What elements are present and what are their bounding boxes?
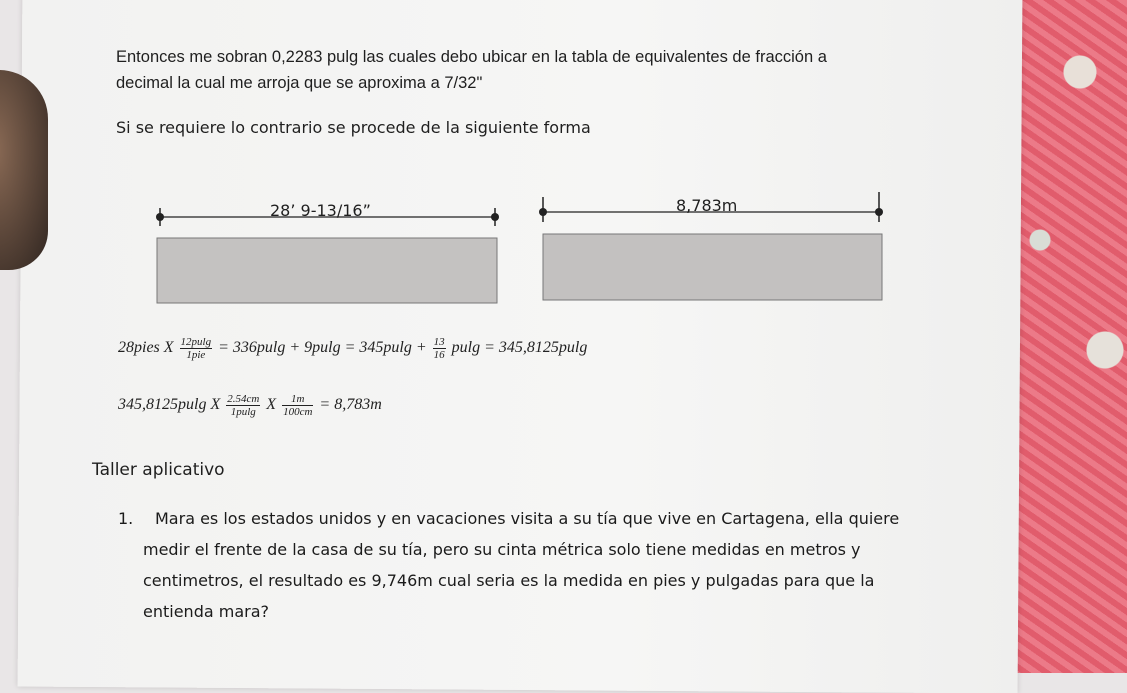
equation-2 [118, 393, 382, 418]
diagram-right-label: 8,783m [676, 196, 738, 215]
eq1-f2-numerator: 13 [433, 336, 445, 348]
eq2-f1-numerator: 2.54cm [227, 393, 260, 405]
eq2-f2-numerator: 1m [282, 393, 313, 406]
eq1-part-b: = 336pulg + 9pulg = 345pulg + [218, 339, 427, 357]
eq1-part-a: 28pies X [118, 339, 174, 357]
eq2-part-b: X [266, 396, 277, 414]
eq1-f2-denominator: 16 [433, 349, 445, 361]
paragraph1-line1: Entonces me sobran 0,2283 pulg las cuales debo ubicar en la tabla de equivalentes de fracción a [116, 48, 827, 66]
equation-1 [118, 336, 587, 361]
question-line-2: medir el frente de la casa de su tía, pero su cinta métrica solo tiene medidas en metros y [143, 540, 861, 559]
eq2-part-a: 345,8125pulg X [118, 396, 221, 414]
eq1-fraction-2 [433, 336, 446, 361]
eq1-part-c: pulg = 345,8125pulg [451, 339, 588, 357]
section-title: Taller aplicativo [92, 460, 225, 480]
question-number: 1. [118, 509, 134, 528]
eq1-f1-denominator: 1pie [186, 349, 206, 361]
eq2-fraction-1 [226, 393, 260, 418]
eq2-f2-denominator: 100cm [283, 406, 313, 418]
eq1-fraction-1 [180, 336, 213, 361]
paragraph1-line2: decimal la cual me arroja que se aproxima a 7/32" [116, 74, 483, 92]
question-line-3: centimetros, el resultado es 9,746m cual seria es la medida en pies y pulgadas para que la [143, 571, 875, 590]
paragraph2: Si se requiere lo contrario se procede de la siguiente forma [116, 118, 591, 137]
eq2-fraction-2 [282, 393, 313, 418]
question-line-1: Mara es los estados unidos y en vacaciones visita a su tía que vive en Cartagena, ella quiere [155, 509, 900, 528]
diagram-left-label: 28’ 9-13/16” [270, 201, 371, 220]
eq2-part-c: = 8,783m [319, 396, 382, 414]
eq2-f1-denominator: 1pulg [230, 406, 256, 418]
eq1-f1-numerator: 12pulg [180, 336, 212, 348]
question-line-4: entienda mara? [143, 602, 269, 621]
